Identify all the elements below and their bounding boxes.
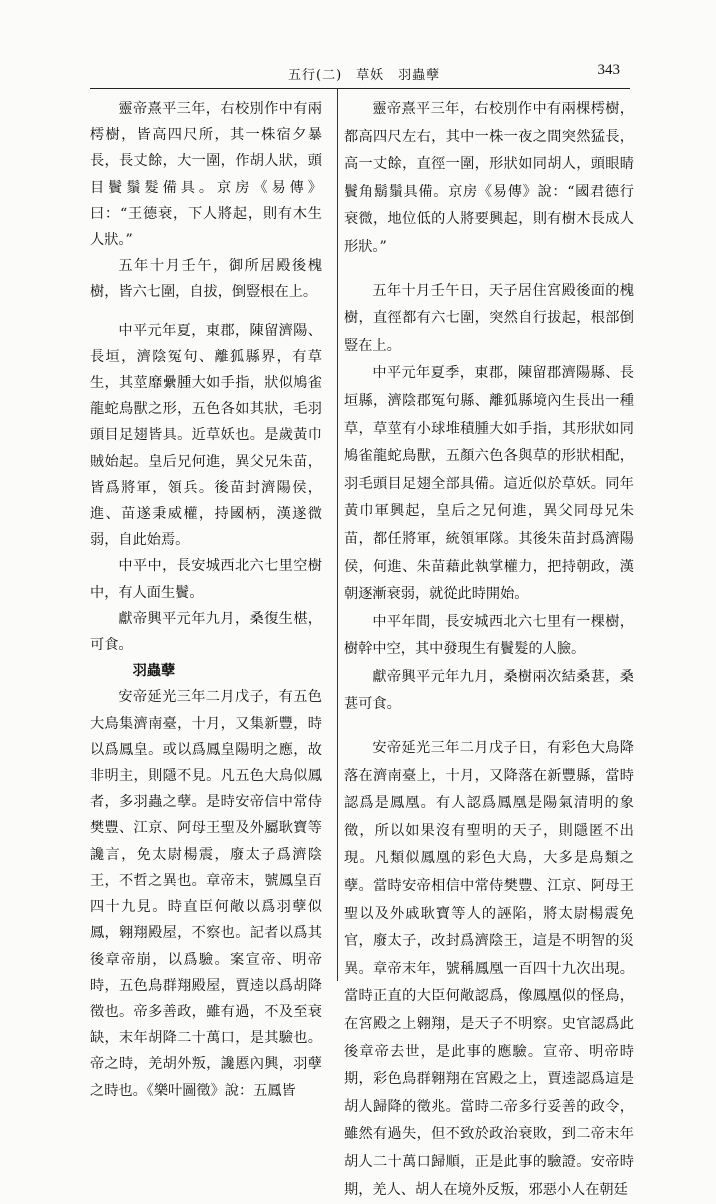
classical-paragraph: 中平元年夏，東郡，陳留濟陽、長垣，濟陰冤句、離狐縣界，有草生，其莖靡纍腫大如手指，狀似鳩雀龍蛇鳥獸之形，五色各如其狀，毛羽頭目足翅皆具。近草妖也。是歲黃巾賊始起。皇后兄何進，異父兄朱苗，皆爲將軍，領兵。後苗封濟陽侯，進、苗遂秉威權，持國柄，漢遂微弱，自此始焉。	[90, 322, 322, 549]
translation-paragraph: 靈帝熹平三年，右校別作中有兩棵樗樹，都高四尺左右，其中一株一夜之間突然猛長，高一丈餘，直徑一圍，形狀如同胡人，頭眼睛鬢角鬍鬚具備。京房《易傳》說：“國君德行衰微，地位低的人將要興起，則有樹木長成人形狀。”	[344, 101, 634, 255]
classical-paragraph: 中平中，長安城西北六七里空樹中，有人面生鬢。	[90, 558, 322, 601]
paragraph-gap	[90, 306, 322, 318]
header-rule	[90, 88, 630, 89]
translation-text-column	[344, 96, 634, 1204]
page-header	[90, 62, 630, 84]
translation-paragraph: 五年十月壬午日，天子居住宮殿後面的槐樹，直徑都有六七圍，突然自行拔起，根部倒豎在上。	[344, 282, 634, 354]
classical-paragraph: 五年十月壬午，御所居殿後槐樹，皆六七圍，自拔，倒豎根在上。	[90, 258, 322, 301]
translation-paragraph: 獻帝興平元年九月，桑樹兩次結桑葚，桑葚可食。	[344, 668, 634, 713]
page-number: 343	[597, 62, 620, 78]
running-head-title: 五行(二) 草妖 羽蟲孽	[288, 68, 441, 83]
translation-paragraph: 中平年間，長安城西北六七里有一棵樹，樹幹中空，其中發現生有鬢髮的人臉。	[344, 613, 634, 658]
paragraph-gap	[344, 262, 634, 278]
translation-paragraph: 中平元年夏季，東郡，陳留郡濟陽縣、長垣縣，濟陰郡冤句縣、離狐縣境內生長出一種草，草莖有小球堆積腫大如手指，其形狀如同鳩雀龍蛇鳥獸，五顏六色各與草的形狀相配，羽毛頭目足翅全部具備。這近似於草妖。同年黃巾軍興起，皇后之兄何進，異父同母兄朱苗，都任將軍，統領軍隊。其後朱苗封爲濟陽侯，何進、朱苗藉此執掌權力，把持朝政，漢朝逐漸衰弱，就從此時開始。	[344, 365, 634, 603]
column-divider	[337, 88, 338, 981]
classical-paragraph: 獻帝興平元年九月，桑復生椹，可食。	[90, 610, 322, 654]
classical-text-column	[90, 96, 322, 1104]
section-title: 羽蟲孽	[132, 663, 176, 680]
paragraph-gap	[344, 719, 634, 735]
translation-paragraph: 安帝延光三年二月戊子日，有彩色大鳥降落在濟南臺上，十月，又降落在新豐縣，當時認爲是鳳凰。有人認爲鳳凰是陽氣清明的象徵，所以如果沒有聖明的天子，則隱匿不出現。凡類似鳳凰的彩色大鳥，大多是鳥類之孽。當時安帝相信中常侍樊豐、江京、阿母王聖以及外戚耿寶等人的誣陷，將太尉楊震免官，廢太子，改封爲濟陰王，這是不明智的災異。章帝末年，號稱鳳凰一百四十九次出現。當時正直的大臣何敞認爲，像鳳凰似的怪鳥，在宮殿之上翱翔，是天子不明察。史官認爲此後章帝去世，是此事的應驗。宣帝、明帝時期，彩色鳥群翱翔在宮殿之上，賈逵認爲這是胡人歸降的徵兆。當時二帝多行妥善的政令，雖然有過失，但不致於政治衰敗，到二帝末年胡人二十萬口歸順，正是此事的驗證。安帝時期，羌人、胡人在境外反叛，邪惡小人在朝廷	[344, 740, 634, 1198]
classical-paragraph: 安帝延光三年二月戊子，有五色大鳥集濟南臺，十月，又集新豐，時以爲鳳皇。或以爲鳳皇陽明之應，故非明主，則隱不見。凡五色大鳥似鳳者，多羽蟲之孽。是時安帝信中常侍樊豐、江京、阿母王聖及外屬耿寶等讒言，免太尉楊震，廢太子爲濟陰王，不哲之異也。章帝末，號鳳皇百四十九見。時直臣何敞以爲羽孽似鳳，翱翔殿屋，不察也。記者以爲其後章帝崩，以爲驗。案宣帝、明帝時，五色鳥群翔殿屋，賈逵以爲胡降徵也。帝多善政，雖有過，不及至衰缺，末年胡降二十萬口，是其驗也。帝之時，羌胡外叛，讒慝內興，羽孽之時也。《樂叶圖徵》說：五鳳皆	[90, 689, 322, 1099]
classical-paragraph: 靈帝熹平三年，右校別作中有兩樗樹，皆高四尺所，其一株宿夕暴長，長丈餘，大一圍，作胡人狀，頭目鬢鬚髮備具。京房《易傳》曰：“王德衰，下人將起，則有木生人狀。”	[90, 101, 322, 249]
